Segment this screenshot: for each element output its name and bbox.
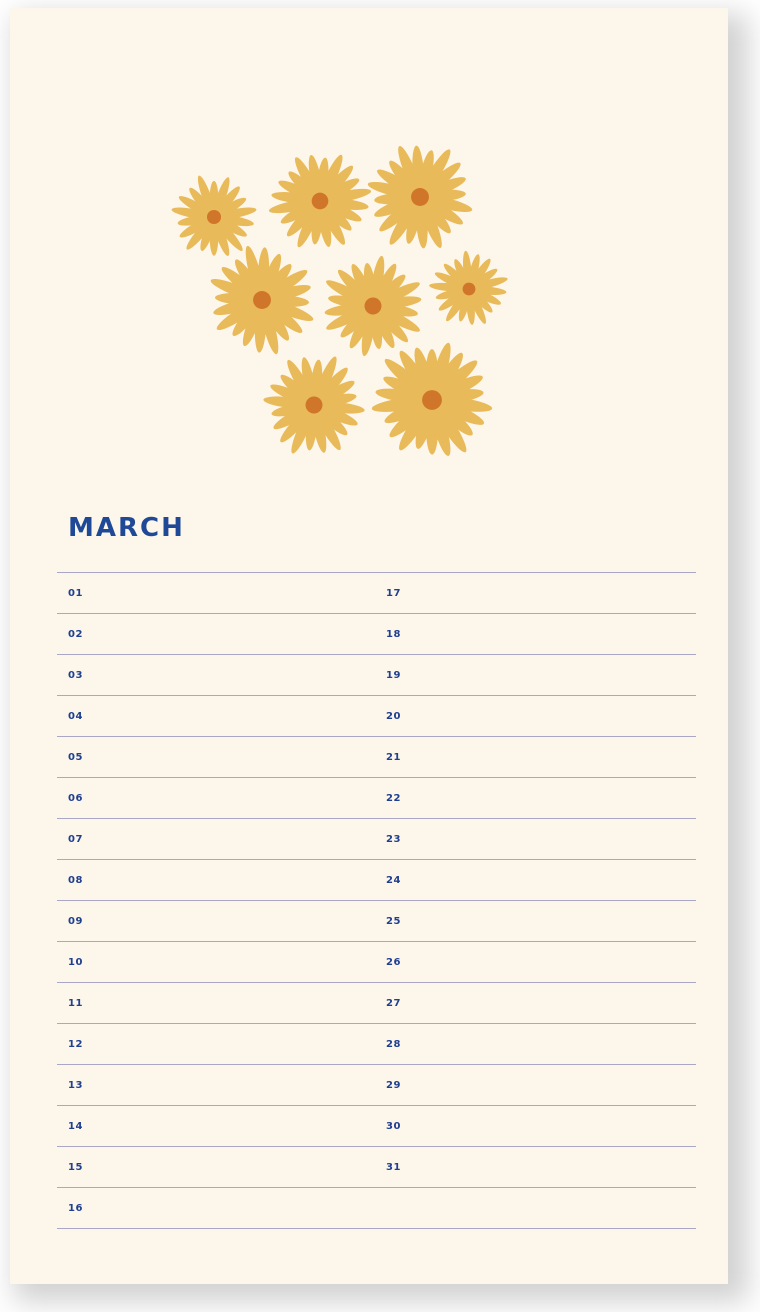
day-cell <box>376 1065 695 1105</box>
day-cell <box>376 737 695 777</box>
day-number: 10 <box>68 956 83 968</box>
day-number: 01 <box>68 587 83 599</box>
day-number: 16 <box>68 1202 83 1214</box>
day-number: 24 <box>386 874 401 886</box>
day-row <box>57 1024 696 1065</box>
day-row <box>57 1065 696 1106</box>
day-number: 29 <box>386 1079 401 1091</box>
day-number: 15 <box>68 1161 83 1173</box>
day-cell <box>57 778 376 818</box>
day-cell <box>376 1024 695 1064</box>
day-number: 04 <box>68 710 83 722</box>
daisy-flower <box>171 174 257 257</box>
month-title: MARCH <box>68 513 185 543</box>
day-number: 21 <box>386 751 401 763</box>
daisy-flower <box>429 250 509 325</box>
day-row <box>57 983 696 1024</box>
daisy-flower <box>324 255 423 357</box>
day-cell <box>57 983 376 1023</box>
daisy-flower <box>371 341 493 458</box>
day-cell <box>376 778 695 818</box>
day-number: 22 <box>386 792 401 804</box>
day-number: 30 <box>386 1120 401 1132</box>
day-grid <box>57 572 696 1225</box>
day-cell <box>376 655 695 695</box>
day-cell <box>376 819 695 859</box>
day-row <box>57 614 696 655</box>
day-number: 25 <box>386 915 401 927</box>
day-row <box>57 819 696 860</box>
daisy-flower <box>268 153 372 250</box>
day-row <box>57 778 696 819</box>
day-row <box>57 1188 696 1229</box>
day-cell <box>376 1106 695 1146</box>
day-cell <box>57 1024 376 1064</box>
daisy-flower <box>366 144 473 250</box>
day-number: 03 <box>68 669 83 681</box>
day-number: 07 <box>68 833 83 845</box>
day-cell <box>57 819 376 859</box>
day-cell <box>57 614 376 654</box>
day-row <box>57 737 696 778</box>
day-cell <box>57 942 376 982</box>
day-cell <box>57 737 376 777</box>
day-cell <box>57 1147 376 1187</box>
day-cell <box>57 1106 376 1146</box>
day-cell <box>376 573 695 613</box>
day-number: 31 <box>386 1161 401 1173</box>
day-cell <box>57 1065 376 1105</box>
day-row <box>57 655 696 696</box>
day-number: 13 <box>68 1079 83 1091</box>
day-cell <box>376 901 695 941</box>
day-cell <box>376 696 695 736</box>
day-row <box>57 573 696 614</box>
day-cell <box>57 901 376 941</box>
day-number: 23 <box>386 833 401 845</box>
day-number: 17 <box>386 587 401 599</box>
day-cell <box>376 942 695 982</box>
day-row <box>57 1106 696 1147</box>
day-cell <box>376 983 695 1023</box>
daisy-flower <box>209 244 315 355</box>
day-number: 08 <box>68 874 83 886</box>
day-number: 14 <box>68 1120 83 1132</box>
day-number: 05 <box>68 751 83 763</box>
day-number: 20 <box>386 710 401 722</box>
day-cell <box>57 696 376 736</box>
day-cell <box>57 860 376 900</box>
day-number: 26 <box>386 956 401 968</box>
day-cell <box>376 860 695 900</box>
day-number: 27 <box>386 997 401 1009</box>
day-row <box>57 1147 696 1188</box>
day-number: 09 <box>68 915 83 927</box>
day-row <box>57 860 696 901</box>
day-cell <box>57 655 376 695</box>
day-row <box>57 942 696 983</box>
day-number: 11 <box>68 997 83 1009</box>
day-row <box>57 696 696 737</box>
day-cell <box>376 1147 695 1187</box>
day-row <box>57 901 696 942</box>
day-number: 18 <box>386 628 401 640</box>
daisy-flower <box>263 354 365 455</box>
day-number: 02 <box>68 628 83 640</box>
calendar-page <box>10 8 728 1284</box>
day-cell <box>376 1188 695 1228</box>
day-number: 06 <box>68 792 83 804</box>
day-cell <box>57 573 376 613</box>
day-number: 19 <box>386 669 401 681</box>
day-number: 28 <box>386 1038 401 1050</box>
day-cell <box>376 614 695 654</box>
flower-illustration <box>160 126 520 476</box>
day-cell <box>57 1188 376 1228</box>
day-number: 12 <box>68 1038 83 1050</box>
